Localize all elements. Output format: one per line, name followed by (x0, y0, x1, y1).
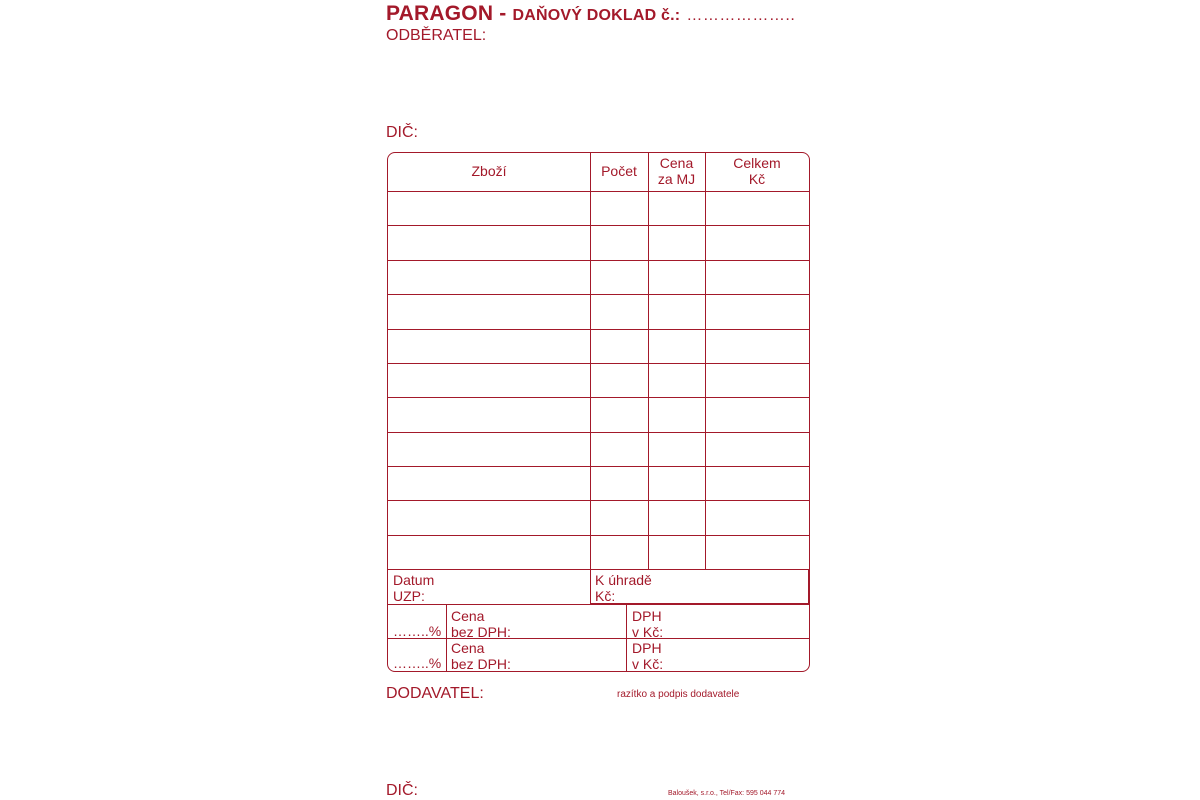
item-row-line (388, 260, 809, 261)
vat-amount-1 (632, 608, 663, 640)
vat-rate-1: ……..% (393, 623, 442, 639)
date-label (393, 572, 434, 604)
supplier-label: DODAVATEL: (386, 685, 484, 702)
item-row-line (388, 535, 809, 536)
supplier-tax-id-label: DIČ: (386, 782, 418, 799)
vat-amount-divider (626, 604, 627, 671)
vat-amount-1-line1: DPH (632, 608, 662, 624)
vat-base-1-line1: Cena (451, 608, 485, 624)
title-main: PARAGON - (386, 2, 507, 25)
receipt-table (387, 152, 810, 672)
vat-amount-2 (632, 640, 663, 672)
vat-rate-divider (446, 604, 447, 671)
vat-amount-1-line2: v Kč: (632, 624, 664, 640)
to-pay-label-line2: Kč: (595, 588, 616, 604)
col-divider-unit-price (705, 153, 706, 569)
item-row-line (388, 432, 809, 433)
col-header-total-line2: Kč (748, 171, 766, 187)
col-header-unit-price-line2: za MJ (657, 171, 696, 187)
item-row-line (388, 397, 809, 398)
item-row-line (388, 225, 809, 226)
date-label-line2: UZP: (393, 588, 425, 604)
vat-amount-2-line1: DPH (632, 640, 662, 656)
col-header-total (705, 155, 809, 187)
col-header-count: Počet (601, 163, 637, 179)
summary-divider (590, 569, 591, 604)
stamp-signature-label: razítko a podpis dodavatele (617, 689, 740, 700)
vat-amount-2-line2: v Kč: (632, 656, 664, 672)
vat-base-1 (451, 608, 511, 640)
printer-info: Baloušek, s.r.o., Tel/Fax: 595 044 774 (668, 790, 786, 797)
to-pay-label-line1: K úhradě (595, 572, 652, 588)
item-row-line (388, 329, 809, 330)
col-header-unit-price (648, 155, 705, 187)
vat-base-2 (451, 640, 511, 672)
vat-base-2-line2: bez DPH: (451, 656, 511, 672)
date-label-line1: Datum (393, 572, 435, 588)
col-header-unit-price-line1: Cena (659, 155, 694, 171)
header-underline (388, 191, 809, 192)
vat-base-2-line1: Cena (451, 640, 485, 656)
item-row-line (388, 294, 809, 295)
col-header-goods: Zboží (471, 163, 507, 179)
vat-top-line (388, 604, 809, 605)
col-header-total-line1: Celkem (733, 155, 781, 171)
item-row-line (388, 363, 809, 364)
vat-rate-2: ……..% (393, 655, 442, 671)
document-number-placeholder: ……………….. (686, 7, 796, 24)
col-divider-goods (590, 153, 591, 569)
document-title (386, 2, 795, 26)
item-row-line (388, 466, 809, 467)
title-subtitle: DAŇOVÝ DOKLAD č.: (512, 7, 681, 24)
customer-tax-id-label: DIČ: (386, 124, 418, 141)
customer-label: ODBĚRATEL: (386, 27, 487, 44)
vat-base-1-line2: bez DPH: (451, 624, 511, 640)
col-divider-count (648, 153, 649, 569)
item-row-line (388, 500, 809, 501)
to-pay-label (595, 572, 652, 604)
